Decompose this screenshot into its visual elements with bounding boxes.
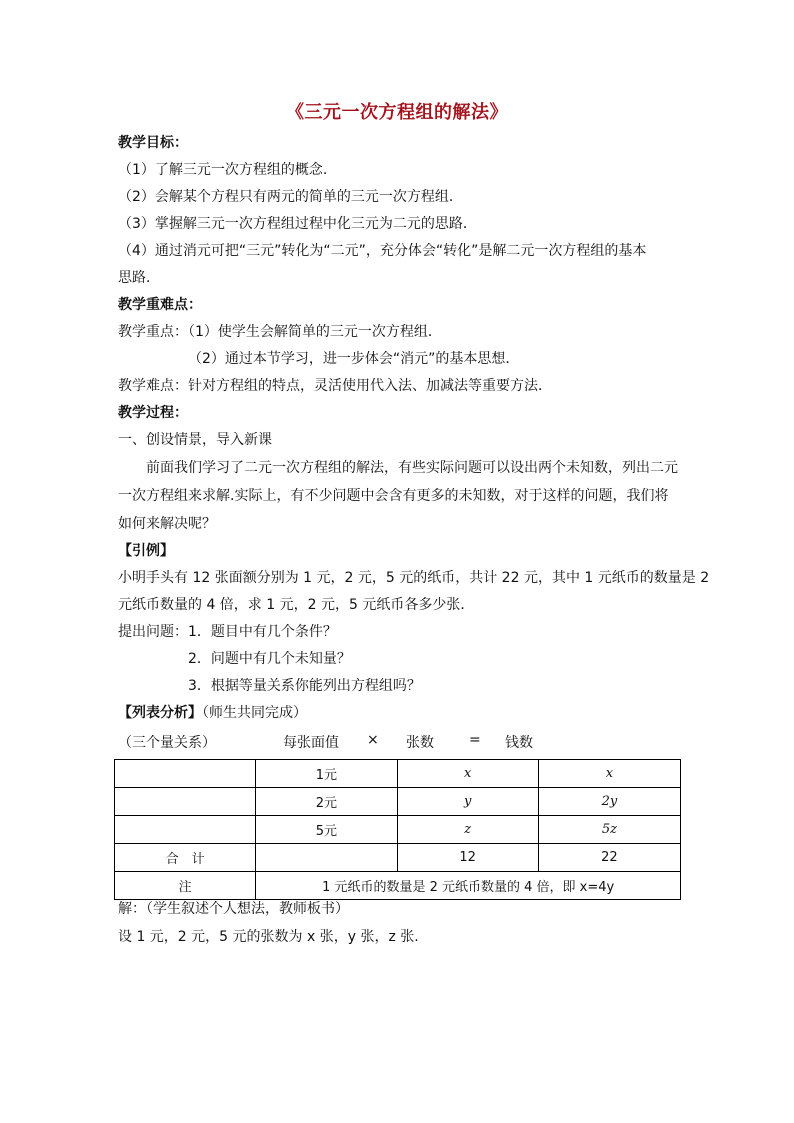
objective-item-2: （2）会解某个方程只有两元的简单的三元一次方程组． [118,189,463,205]
objectives-heading: 教学目标： [118,135,188,151]
table-cell: 12 [397,844,538,872]
process-paragraph-line-2: 一次方程组来求解.实际上，有不少问题中会含有更多的未知数，对于这样的问题，我们将 [118,488,669,504]
question-2: 2．问题中有几个未知量？ [188,651,351,667]
relation-label: （三个量关系） [118,735,216,751]
analysis-heading-suffix: （师生共同完成） [202,705,307,721]
objective-item-3: （3）掌握解三元一次方程组过程中化三元为二元的思路． [118,216,477,232]
table-cell: 5元 [256,816,397,844]
table-note-label: 注 [115,872,256,900]
question-1: 提出问题：1．题目中有几个条件？ [118,624,337,640]
header-money: 钱数 [505,735,533,751]
table-cell: 1元 [256,760,397,788]
keypoint-focus-1: 教学重点：（1）使学生会解简单的三元一次方程组． [118,324,442,340]
table-cell: y [397,788,538,816]
table-row [115,872,681,900]
objective-item-4-cont: 思路. [118,270,151,286]
process-section-1: 一、创设情景，导入新课 [118,432,272,448]
table-cell [115,788,256,816]
table-cell: x [397,760,538,788]
table-cell: 22 [538,844,680,872]
solution-line-1: 解：（学生叙述个人想法，教师板书） [118,901,349,917]
analysis-heading: 【列表分析】 [118,705,202,721]
example-line-2: 元纸币数量的 4 倍，求 1 元，2 元，5 元纸币各多少张． [118,597,475,613]
header-count: 张数 [406,735,434,751]
example-line-1: 小明手头有 12 张面额分别为 1 元，2 元，5 元的纸币，共计 22 元，其中 1 元纸币的数量是 2 [118,570,710,586]
header-times: × [367,732,379,748]
table-cell: 合 计 [115,844,256,872]
table-cell: x [538,760,680,788]
table-note-text: 1 元纸币的数量是 2 元纸币数量的 4 倍，即 x=4y [256,872,681,900]
example-heading: 【引例】 [118,543,174,559]
table-cell: 2y [538,788,680,816]
table-cell: z [397,816,538,844]
table-row [115,844,681,872]
objective-item-4: （4）通过消元可把“三元”转化为“二元”，充分体会“转化”是解二元一次方程组的基本 [118,243,647,259]
analysis-table [114,759,681,900]
analysis-heading-line [118,703,307,723]
keypoint-difficulty: 教学难点：针对方程组的特点，灵活使用代入法、加减法等重要方法． [118,378,552,394]
table-row [115,816,681,844]
table-cell: 2元 [256,788,397,816]
keypoints-heading: 教学重难点： [118,297,202,313]
objective-item-1: （1）了解三元一次方程组的概念. [118,162,328,178]
table-cell [115,760,256,788]
header-equals: = [469,732,481,748]
process-heading: 教学过程： [118,405,188,421]
table-row [115,788,681,816]
solution-line-2: 设 1 元，2 元，5 元的张数为 x 张，y 张，z 张. [118,929,419,945]
process-paragraph-line-1: 前面我们学习了二元一次方程组的解法，有些实际问题可以设出两个未知数，列出二元 [146,460,678,476]
table-cell [256,844,397,872]
process-paragraph-line-3: 如何来解决呢？ [118,516,216,532]
question-3: 3．根据等量关系你能列出方程组吗？ [188,678,421,694]
page-title: 《三元一次方程组的解法》 [286,102,508,123]
table-cell: 5z [538,816,680,844]
header-face-value: 每张面值 [283,735,339,751]
table-cell [115,816,256,844]
keypoint-focus-2: （2）通过本节学习，进一步体会“消元”的基本思想． [188,351,520,367]
table-row [115,760,681,788]
